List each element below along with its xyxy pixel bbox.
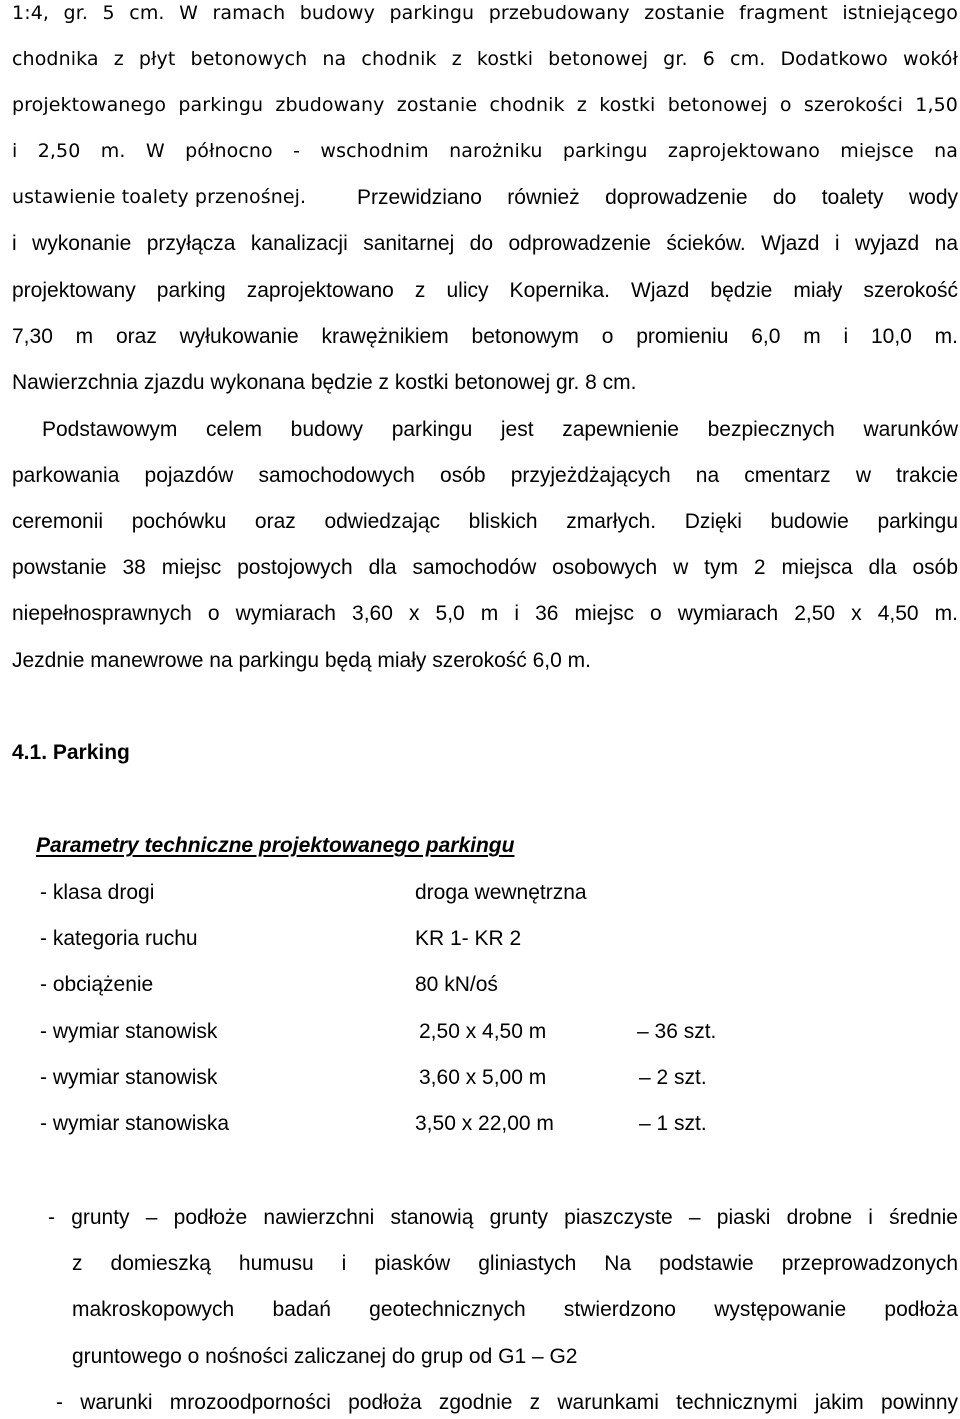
ground-line-4: gruntowego o nośności zaliczanej do grup od G1 – G2 [72,1345,578,1368]
ground-line-2: z domieszką humusu i piasków gliniastych Na podstawie przeprowadzonych [72,1252,958,1275]
param-label: - obciążenie [40,973,154,996]
param-quantity: – 36 szt. [637,1020,717,1043]
intro-line-5: ustawienie toalety przenośnej. [12,186,307,208]
intro-line-7: projektowany parking zaprojektowano z ulicy Kopernika. Wjazd będzie miały szerokość [12,279,958,302]
ground-line-1: - grunty – podłoże nawierzchni stanowią grunty piaszczyste – piaski drobne i średnie [48,1206,958,1229]
intro-line-1: 1:4, gr. 5 cm. W ramach budowy parkingu przebudowany zostanie fragment istniejącego [12,2,958,24]
purpose-line-2: parkowania pojazdów samochodowych osób przyjeżdżających na cmentarz w trakcie [12,464,958,487]
param-value: KR 1- KR 2 [415,927,522,950]
purpose-line-5: niepełnosprawnych o wymiarach 3,60 x 5,0 m i 36 miejsc o wymiarach 2,50 x 4,50 m. [12,602,958,625]
param-label: - kategoria ruchu [40,927,198,950]
purpose-line-4: powstanie 38 miejsc postojowych dla samochodów osobowych w tym 2 miejsca dla osób [12,556,958,579]
intro-line-9: Nawierzchnia zjazdu wykonana będzie z kostki betonowej gr. 8 cm. [12,371,637,394]
purpose-line-6: Jezdnie manewrowe na parkingu będą miały szerokość 6,0 m. [12,649,591,672]
param-quantity: – 1 szt. [639,1112,707,1135]
param-label: - wymiar stanowisk [40,1066,218,1089]
purpose-line-1: Podstawowym celem budowy parkingu jest zapewnienie bezpiecznych warunków [42,418,958,441]
purpose-line-3: ceremonii pochówku oraz odwiedzając bliskich zmarłych. Dzięki budowie parkingu [12,510,958,533]
intro-line-3: projektowanego parkingu zbudowany zostanie chodnik z kostki betonowej o szerokości 1,50 [12,94,958,116]
param-quantity: – 2 szt. [639,1066,707,1089]
param-value: 80 kN/oś [415,973,498,996]
intro-line-5b: Przewidziano również doprowadzenie do toalety wody [357,186,958,209]
param-label: - wymiar stanowiska [40,1112,230,1135]
param-value: 3,60 x 5,00 m [419,1066,547,1089]
frost-line: - warunki mrozoodporności podłoża zgodnie z warunkami technicznymi jakim powinny [56,1391,958,1414]
intro-line-6: i wykonanie przyłącza kanalizacji sanitarnej do odprowadzenie ścieków. Wjazd i wyjazd na [12,232,958,255]
intro-line-8: 7,30 m oraz wyłukowanie krawężnikiem betonowym o promieniu 6,0 m i 10,0 m. [12,325,958,348]
ground-line-3: makroskopowych badań geotechnicznych stwierdzono występowanie podłoża [72,1298,958,1321]
intro-line-4: i 2,50 m. W północno - wschodnim narożniku parkingu zaprojektowano miejsce na [12,140,958,162]
params-heading: Parametry techniczne projektowanego parkingu [36,834,515,857]
param-value: 2,50 x 4,50 m [419,1020,547,1043]
param-label: - klasa drogi [40,881,155,904]
section-heading: 4.1. Parking [12,741,130,764]
param-value: droga wewnętrzna [415,881,587,904]
param-value: 3,50 x 22,00 m [415,1112,554,1135]
param-label: - wymiar stanowisk [40,1020,218,1043]
intro-line-2: chodnika z płyt betonowych na chodnik z kostki betonowej gr. 6 cm. Dodatkowo wokół [12,48,958,70]
